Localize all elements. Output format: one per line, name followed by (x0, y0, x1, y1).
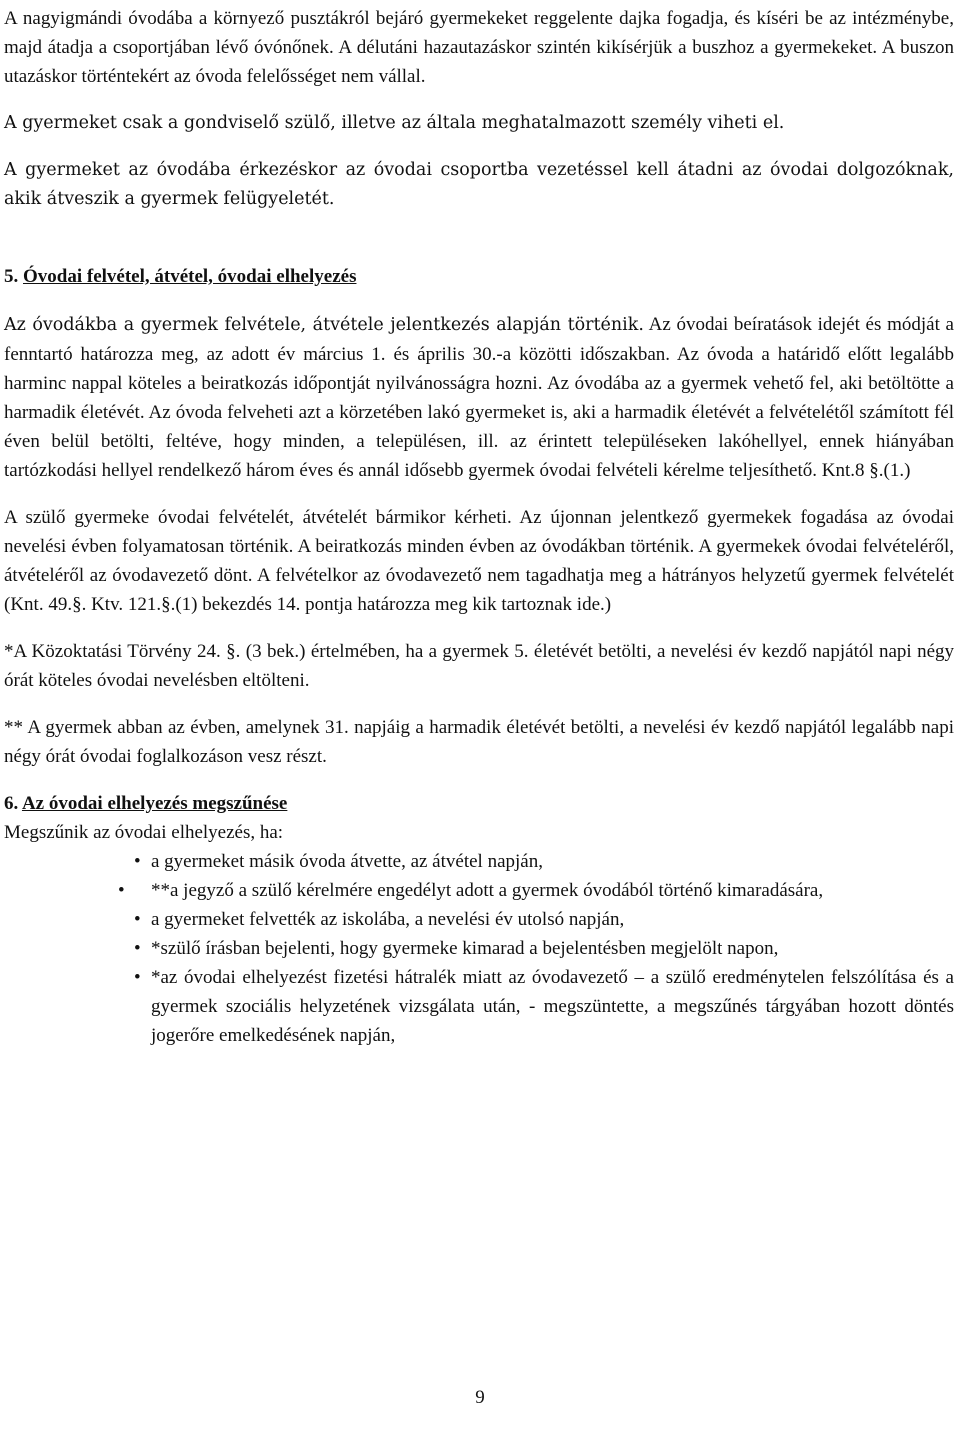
bullet-icon: • (134, 967, 141, 988)
bullet-icon: • (118, 880, 125, 901)
section-6-number: 6. (4, 793, 22, 814)
section-5-lead-sentence: Az óvodákba a gyermek felvétele, átvétele jelentkezés alapján történik. (4, 315, 644, 335)
list-item (4, 963, 954, 1050)
list-item (4, 905, 954, 934)
section-6-title: Az óvodai elhelyezés megszűnése (21, 793, 288, 814)
section-5-title: Óvodai felvétel, átvétel, óvodai elhelyezés (23, 266, 357, 287)
section-6-heading (4, 789, 954, 818)
footnote-1: *A Közoktatási Törvény 24. §. (3 bek.) értelmében, ha a gyermek 5. életévét betölti, a nevelési év kezdő napjától napi négy órát köteles óvodai nevelésben eltölteni. (4, 641, 954, 691)
list-item-text: a gyermeket másik óvoda átvette, az átvétel napján, (151, 851, 543, 872)
list-item-text: *szülő írásban bejelenti, hogy gyermeke kimarad a bejelentésben megjelölt napon, (151, 938, 779, 959)
list-item (4, 876, 954, 905)
paragraph-bus-pickup: A nagyigmándi óvodába a környező pusztákról bejáró gyermekeket reggelente dajka fogadja, és kíséri be az intézménybe, majd átadja a csoportjában lévő óvónőnek. A délutáni hazautazáskor szintén kikísérjük a buszhoz a gyermekeket. A buszon utazáskor történtekért az óvoda felelősséget nem vállal. (4, 8, 954, 87)
list-item (4, 847, 954, 876)
list-item-text: *az óvodai elhelyezést fizetési hátralék miatt az óvodavezető – a szülő eredménytelen felszólítása és a gyermek szociális helyzetének vizsgálata után, - megszüntette, a megszűnés tárgyában hozott döntés jogerőre emelkedésének napján, (151, 967, 954, 1046)
section-6-intro: Megszűnik az óvodai elhelyezés, ha: (4, 822, 284, 843)
list-item-text: **a jegyző a szülő kérelmére engedélyt adott a gyermek óvodából történő kimaradására, (151, 880, 824, 901)
page-number: 9 (475, 1387, 485, 1408)
bullet-icon: • (134, 851, 141, 872)
paragraph-guardian-pickup: A gyermeket csak a gondviselő szülő, illetve az általa meghatalmazott személy viheti el. (4, 113, 785, 133)
list-item (4, 934, 954, 963)
section-5-number: 5. (4, 266, 23, 287)
section-5-paragraph-1 (4, 310, 954, 485)
section-5-body: Az óvodai beíratások idejét és módját a fenntartó határozza meg, az adott év március 1. és április 30.-a közötti időszakban. Az óvoda a határidő előtt legalább harminc nappal köteles a beiratkozás időpontját nyilvánosságra hozni. Az óvodába az a gyermek vehető fel, aki betöltötte a harmadik életévét. Az óvoda felveheti azt a körzetében lakó gyermeket is, aki a harmadik életévét a felvételétől számított fél éven belül betölti, feltéve, hogy minden, a településen, ill. az érintett településeken lakóhellyel, ennek hiányában tartózkodási hellyel rendelkező három éves és annál idősebb gyermek óvodai felvételi kérelme teljesíthető. Knt.8 §.(1.) (4, 314, 954, 481)
section-5-paragraph-2: A szülő gyermeke óvodai felvételét, átvételét bármikor kérheti. Az újonnan jelentkező gyermekek fogadása az óvodai nevelési évben folyamatosan történik. A beiratkozás minden évben az óvodákban történik. A gyermekek óvodai felvételéről, átvételéről az óvodavezető dönt. A felvételkor az óvodavezető nem tagadhatja meg a hátrányos helyzetű gyermek felvételét (Knt. 49.§. Ktv. 121.§.(1) bekezdés 14. pontja határozza meg kik tartoznak ide.) (4, 507, 954, 615)
document-page (4, 4, 954, 1050)
paragraph-handover: A gyermeket az óvodába érkezéskor az óvodai csoportba vezetéssel kell átadni az óvodai dolgozóknak, akik átveszik a gyermek felügyeletét. (4, 160, 954, 209)
section-5-heading (4, 262, 954, 291)
bullet-icon: • (134, 938, 141, 959)
termination-list (4, 847, 954, 1050)
list-item-text: a gyermeket felvették az iskolába, a nevelési év utolsó napján, (151, 909, 625, 930)
bullet-icon: • (134, 909, 141, 930)
footnote-2: ** A gyermek abban az évben, amelynek 31. napjáig a harmadik életévét betölti, a nevelési év kezdő napjától legalább napi négy órát óvodai foglalkozáson vesz részt. (4, 717, 954, 767)
